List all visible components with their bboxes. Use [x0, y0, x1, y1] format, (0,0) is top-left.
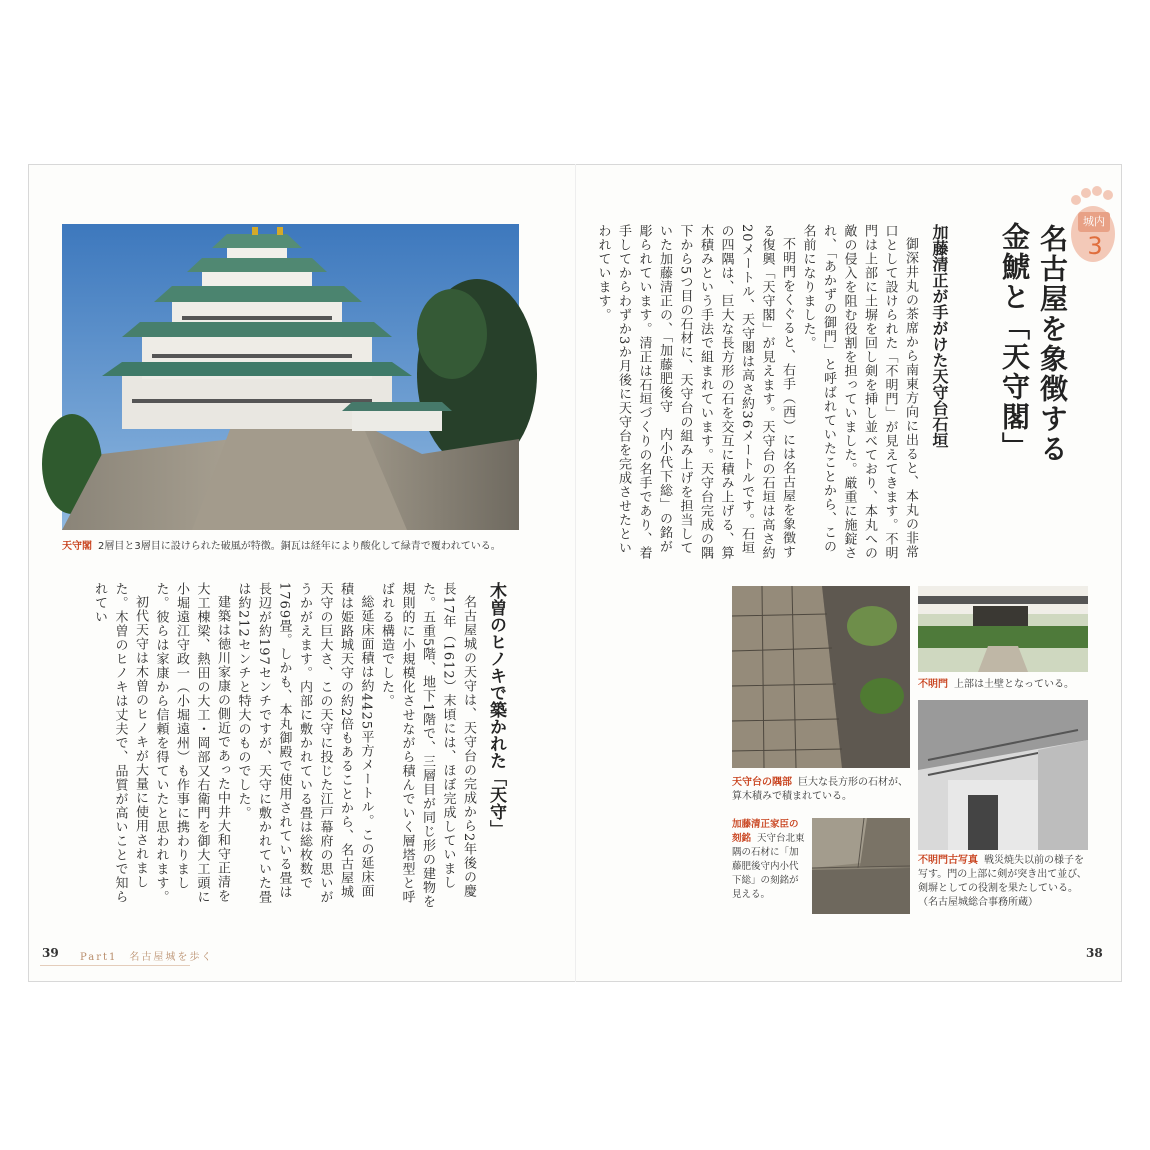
section-heading-right: 加藤清正が手がけた天守台石垣 — [930, 224, 949, 448]
castle-photo-caption — [62, 540, 522, 554]
badge-number: 3 — [1087, 232, 1103, 260]
page-gutter — [575, 164, 576, 982]
paragraph: 名古屋城の天守は、天守台の完成から2年後の慶長17年（1612）末頃には、ほぼ完成していました。五重5階、地下1階で、三層目が同じ形の建物を規則的に小規模化させながら積んでいく層塔型と呼ばれる構造でした。 — [379, 582, 476, 909]
page-title-line1: 名古屋を象徴する — [1036, 224, 1069, 464]
caption-label: 不明門古写真 — [918, 855, 978, 866]
inscription-photo — [812, 818, 910, 914]
footer-rule — [40, 965, 190, 966]
caption-text: 戦災焼失以前の様子を写す。門の上部に剣が突き出て並び、剣塀としての役割を果たしている。 — [918, 855, 1087, 894]
caption-text: 上部は土壁となっている。 — [954, 679, 1074, 690]
castle-photo — [62, 224, 519, 530]
paragraph: 建築は徳川家康の側近であった中井大和守正清を大工棟梁、熱田の大工・岡部又右衛門を御大工頭に小堀遠江守政一（小堀遠州）も作事に携わりました。彼らは家康から信頼を得ていたと思われます。 — [153, 582, 230, 904]
gate-caption — [918, 678, 1090, 692]
caption-text: 巨大な長方形の石材が、算木積みで積まれている。 — [732, 777, 908, 802]
section-heading-left: 木曽のヒノキで築かれた「天守」 — [486, 582, 506, 837]
badge-label: 城内 — [1078, 212, 1110, 232]
right-page-body — [595, 224, 920, 562]
caption-label: 不明門 — [918, 679, 948, 690]
page-title-line2: 金鯱と「天守閣」 — [998, 222, 1031, 462]
page-number-left: 39 — [42, 946, 59, 960]
old-gate-caption — [918, 854, 1090, 910]
caption-label: 天守閣 — [62, 541, 92, 552]
inscription-caption — [732, 818, 806, 902]
paragraph: 総延床面積は約4425平方メートル。この延床面積は姫路城天守の約2倍もあることから、名古屋城天守の巨大さ、この天守に投じた江戸幕府の思いがうかがえます。内部に敷かれている畳は総枚数で1769畳。しかも、本丸御殿で使用されている畳は長辺が約197センチですが、天守に敷かれていた畳は約212センチと特大のものでした。 — [235, 582, 374, 904]
left-page-body — [60, 582, 478, 912]
caption-text: 天守台北東隅の石材に「加藤肥後守内小代下総」の刻銘が見える。 — [732, 833, 805, 900]
page-number-right: 38 — [1086, 946, 1103, 960]
caption-label: 加藤清正家臣の刻銘 — [732, 819, 799, 844]
old-gate-photo — [918, 700, 1088, 850]
running-footer: Part1 名古屋城を歩く — [80, 952, 214, 963]
paragraph: 御深井丸の茶席から南東方向に出ると、本丸の非常口として設けられた「不明門」が見えてきます。不明門は上部に土塀を回し剣を挿し並べており、本丸への敵の侵入を阻む役割を担っていました。厳重に施錠され、「あかずの御門」と呼ばれていたことから、この名前になりました。 — [800, 224, 918, 560]
caption-label: 天守台の隅部 — [732, 777, 792, 788]
stone-corner-photo — [732, 586, 910, 768]
photo-credit: （名古屋城総合事務所蔵） — [918, 897, 1038, 908]
gate-photo — [918, 586, 1088, 672]
caption-text: 2層目と3層目に設けられた破風が特徴。銅瓦は経年により酸化して緑青で覆われている。 — [98, 541, 501, 552]
paragraph: 不明門をくぐると、右手（西）には名古屋を象徴する復興「天守閣」が見えます。天守台の石垣は高さ約20メートル、天守閣は高さ約36メートルです。石垣の四隅は、巨大な長方形の石を交互に積み上げる、算木積みという手法で組まれています。天守台完成の隅下から5つ目の石材に、天守台の組み上げを担当していた加藤清正の、「加藤肥後守 内小代下総」の銘が彫られています。清正は石垣づくりの名手であり、着手してからわずか3か月後に天守台を完成させたといわれています。 — [595, 224, 795, 560]
paragraph: 初代天守は木曽のヒノキが大量に使用されました。木曽のヒノキは丈夫で、品質が高いことで知られてい — [92, 582, 148, 904]
section-badge — [1066, 184, 1120, 264]
stone-corner-caption — [732, 776, 912, 804]
